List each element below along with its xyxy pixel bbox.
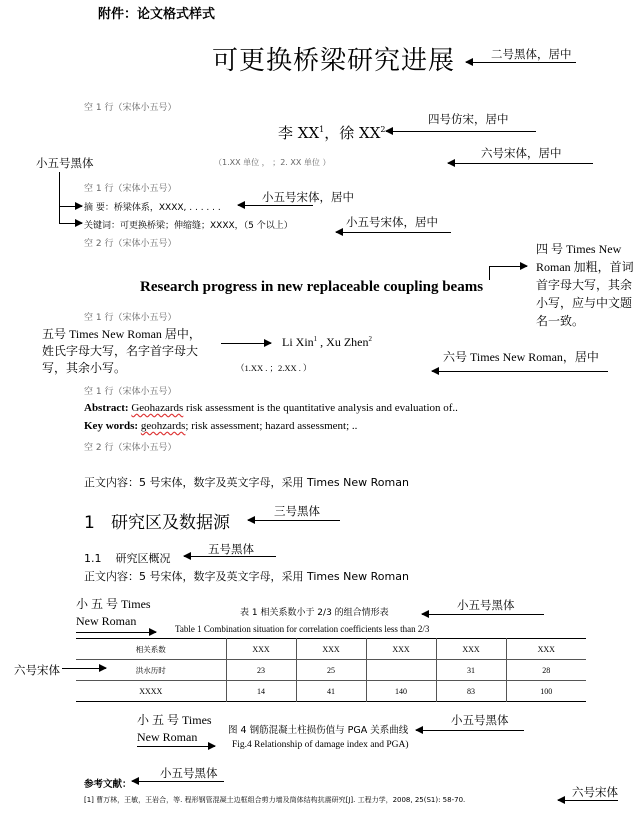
figure-caption-en: Fig.4 Relationship of damage index and PGA) xyxy=(232,740,409,750)
table-caption-cn: 表 1 相关系数小于 2/3 的组合情形表 xyxy=(240,608,389,618)
attachment-title: 附件：论文格式样式 xyxy=(98,7,216,22)
spacer-note: 空 1 行（宋体小五号） xyxy=(84,313,177,323)
arrow-right-icon xyxy=(62,668,106,669)
table-cell: 23 xyxy=(226,660,296,681)
arrow-left-icon xyxy=(432,371,608,372)
section-number: 1 xyxy=(84,513,95,533)
annotation-table-caption-en: 小 五 号 Times New Roman xyxy=(76,597,151,628)
arrow-right-icon xyxy=(59,223,82,224)
spacer-note: 空 1 行（宋体小五号） xyxy=(84,184,177,194)
table-cell: 100 xyxy=(506,681,586,702)
arrow-left-icon xyxy=(336,232,451,233)
keywords-label: Key words: xyxy=(84,420,139,432)
cn-author-name: 徐 XX xyxy=(339,124,381,142)
en-author-sep: , xyxy=(317,335,327,349)
table-cell: XXXX xyxy=(76,681,226,702)
cn-author-sup: 1 xyxy=(319,125,325,134)
spacer-note: 空 2 行（宋体小五号） xyxy=(84,239,177,249)
annotation-cn-title: 二号黑体，居中 xyxy=(491,47,572,61)
table-header-cell: XXX xyxy=(226,639,296,660)
en-authors xyxy=(282,335,372,350)
cn-author-sup: 2 xyxy=(380,125,386,134)
spacer-note: 空 1 行（宋体小五号） xyxy=(84,103,177,113)
table-header-cell: XXX xyxy=(366,639,436,660)
en-affiliation: （1.XX . ；2.XX . ） xyxy=(236,363,312,373)
annotation-en-affiliation: 六号 Times New Roman，居中 xyxy=(443,350,599,364)
annotation-table-body: 六号宋体 xyxy=(14,663,60,677)
annotation-fig-caption-en: 小 五 号 Times New Roman xyxy=(137,713,212,744)
keywords-cn: 关键词：可更换桥梁；伸缩缝；XXXX，（5 个以上） xyxy=(84,221,293,231)
abstract-label: Abstract: xyxy=(84,402,129,414)
annotation-ref-body: 六号宋体 xyxy=(572,785,618,799)
cn-title: 可更换桥梁研究进展 xyxy=(212,46,456,76)
arrow-left-icon xyxy=(448,163,593,164)
subsection-title: 研究区概况 xyxy=(115,552,171,565)
body-text: 正文内容：5 号宋体，数字及英文字母，采用 Times New Roman xyxy=(84,476,409,489)
abstract-en xyxy=(84,402,458,414)
section-heading xyxy=(84,508,230,533)
subsection-heading xyxy=(84,550,171,566)
bracket-line xyxy=(59,172,60,223)
abstract-text: risk assessment is the quantitative analysis and evaluation of.. xyxy=(183,402,458,414)
spacer-note: 空 2 行（宋体小五号） xyxy=(84,443,177,453)
cn-authors xyxy=(278,122,385,143)
en-title: Research progress in new replaceable coupling beams xyxy=(140,279,484,295)
arrow-left-icon xyxy=(238,205,313,206)
body-text: 正文内容：5 号宋体，数字及英文字母，采用 Times New Roman xyxy=(84,570,409,583)
en-author-name: Li Xin xyxy=(282,335,314,349)
arrow-right-icon xyxy=(59,206,82,207)
annotation-ref-heading: 小五号黑体 xyxy=(160,766,218,780)
table-header-cell: XXX xyxy=(436,639,506,660)
table-cell: 25 xyxy=(296,660,366,681)
bracket-line xyxy=(489,266,490,280)
annotation-cn-author: 四号仿宋，居中 xyxy=(428,112,509,126)
references-heading: 参考文献： xyxy=(84,779,132,790)
table-header-row xyxy=(76,639,586,660)
annotation-en-author: 五号 Times New Roman 居中， 姓氏字母大写，名字首字母大 写，其余小写。 xyxy=(42,327,201,375)
table-cell xyxy=(366,660,436,681)
annotation-keywords: 小五号宋体，居中 xyxy=(346,215,438,229)
keywords-word: geohzards xyxy=(140,420,186,432)
table-row xyxy=(76,681,586,702)
en-author-sup: 2 xyxy=(368,335,372,343)
table-header-cell: 相关系数 xyxy=(76,639,226,660)
annotation-en-title: 四 号 Times New Roman 加粗，首词 首字母大写，其余 小写，应与中文题 名一致。 xyxy=(536,242,634,328)
annotation-label-font: 小五号黑体 xyxy=(36,156,94,170)
cn-author-name: 李 XX xyxy=(278,124,320,142)
table-cell: 83 xyxy=(436,681,506,702)
annotation-subsection: 五号黑体 xyxy=(208,542,254,556)
table-cell: 140 xyxy=(366,681,436,702)
arrow-left-icon xyxy=(132,781,224,782)
table-cell: 14 xyxy=(226,681,296,702)
annotation-section: 三号黑体 xyxy=(274,504,320,518)
arrow-left-icon xyxy=(386,131,536,132)
cn-author-sep: ， xyxy=(324,124,340,142)
arrow-left-icon xyxy=(466,62,576,63)
abstract-word: Geohazards xyxy=(131,402,184,414)
table-caption-en: Table 1 Combination situation for correlation coefficients less than 2/3 xyxy=(175,624,430,634)
arrow-right-icon xyxy=(76,632,156,633)
table-header-cell: XXX xyxy=(506,639,586,660)
keywords-en xyxy=(84,420,357,432)
spacer-note: 空 1 行（宋体小五号） xyxy=(84,387,177,397)
annotation-table-caption-cn: 小五号黑体 xyxy=(457,598,515,612)
table-cell: 41 xyxy=(296,681,366,702)
abstract-cn: 摘 要：桥梁体系，XXXX, . . . . . . xyxy=(84,203,221,213)
annotation-affiliation: 六号宋体，居中 xyxy=(481,146,562,160)
table-cell: 31 xyxy=(436,660,506,681)
arrow-right-icon xyxy=(489,266,527,267)
arrow-left-icon xyxy=(248,520,340,521)
annotation-fig-caption-cn: 小五号黑体 xyxy=(451,713,509,727)
arrow-left-icon xyxy=(558,800,618,801)
arrow-right-icon xyxy=(137,746,215,747)
subsection-number: 1.1 xyxy=(84,552,102,565)
en-author-name: Xu Zhen xyxy=(326,335,369,349)
table-row xyxy=(76,660,586,681)
table-cell: 洪水历时 xyxy=(76,660,226,681)
data-table xyxy=(76,638,586,702)
arrow-left-icon xyxy=(416,730,524,731)
keywords-text: ; risk assessment; hazard assessment; .. xyxy=(185,420,358,432)
section-title: 研究区及数据源 xyxy=(111,513,231,533)
table-header-cell: XXX xyxy=(296,639,366,660)
en-author-sup: 1 xyxy=(313,335,318,343)
arrow-left-icon xyxy=(422,614,544,615)
reference-item: [1] 曹万林，王敏，王岩合，等. 程形钢管混凝土边框组合剪力墙及筒体结构抗震研究[J]. 工程力学，2008, 25(S1): 58-70. xyxy=(84,796,466,804)
cn-affiliation: （1.XX 单位 ， ；2. XX 单位 ） xyxy=(214,158,331,167)
annotation-abstract: 小五号宋体，居中 xyxy=(262,190,354,204)
table-cell: 28 xyxy=(506,660,586,681)
arrow-right-icon xyxy=(221,343,271,344)
figure-caption-cn: 图 4 钢筋混凝土柱损伤值与 PGA 关系曲线 xyxy=(228,725,409,736)
